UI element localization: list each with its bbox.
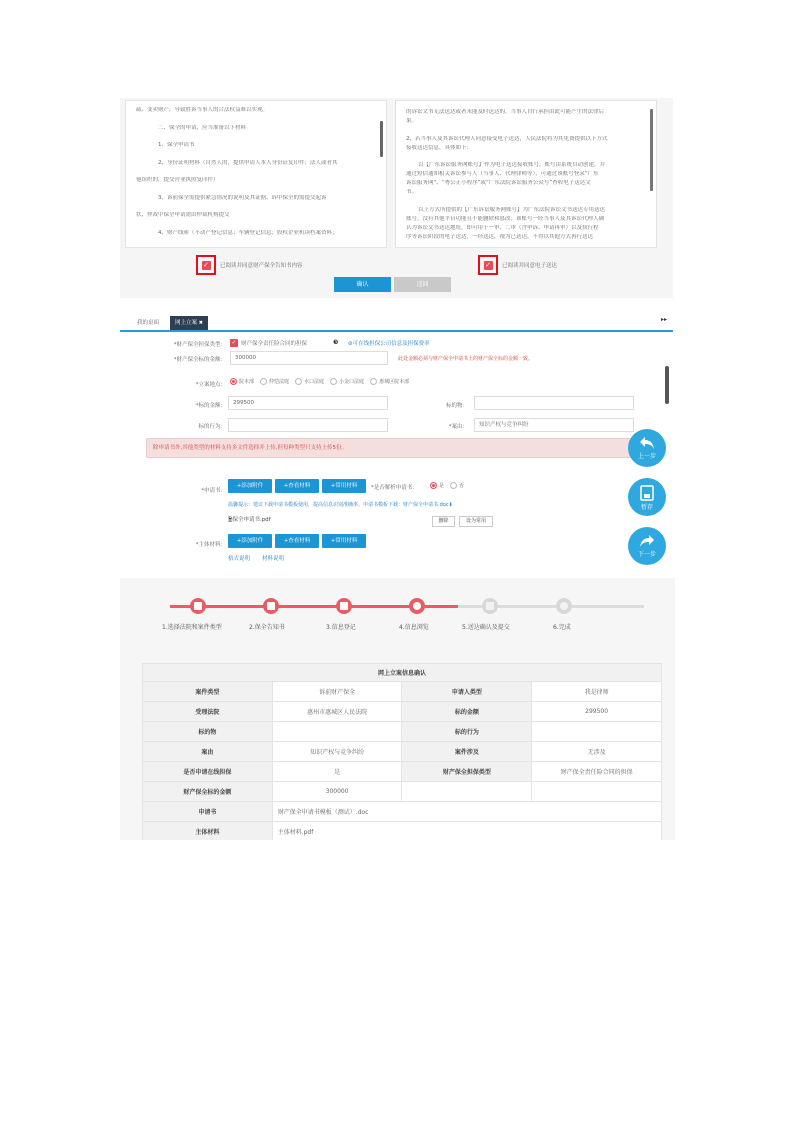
table-key: 是否申请在线担保 xyxy=(143,762,273,782)
delivery-line: 2、若当事人及其诉讼代理人同意接受电子送达，人民法院将为其免费提供以下方式 xyxy=(406,135,608,142)
notice-agreement-panel xyxy=(120,98,673,298)
subject-common-material-button[interactable]: +常用材料 xyxy=(322,534,366,548)
delivery-line: 通过短信通知相关诉讼参与人（当事人、代理律师等），可通过该账号登录“广东 xyxy=(406,171,599,177)
location-option-label: 惠城区院本部 xyxy=(379,379,410,385)
tab-online-filing-label: 网上立案 xyxy=(175,320,198,326)
location-option[interactable] xyxy=(330,378,364,385)
step-5-label: 5.送达确认及提交 xyxy=(462,624,510,631)
agree-delivery-label: 已阅读并同意电子送达 xyxy=(502,263,558,269)
notice-line: 1、保全申请书 xyxy=(158,142,195,148)
table-value: 诉前财产保全 xyxy=(272,682,402,702)
tab-bar xyxy=(120,314,673,332)
material-description-link[interactable]: 材料说明 xyxy=(262,556,285,562)
parse-application-label: *是否解析申请书： xyxy=(371,485,418,491)
delivery-line: 接收送达信息，具体如下： xyxy=(406,144,473,151)
table-value: 知识产权与竞争纠纷 xyxy=(272,742,402,762)
amount-label: *财产保全标的金额： xyxy=(173,357,226,363)
tab-online-filing[interactable] xyxy=(170,316,208,330)
agree-delivery-checkbox[interactable]: ✓ xyxy=(485,260,491,269)
delivery-scrollbar[interactable] xyxy=(650,109,653,191)
save-draft-label: 暂存 xyxy=(640,504,653,511)
agree-notice-label: 已阅读并同意财产保全告知书内容 xyxy=(220,263,303,269)
parse-no-option[interactable] xyxy=(450,482,464,489)
step-5-node xyxy=(482,598,498,614)
agree-delivery-row xyxy=(478,255,557,275)
parse-no-label: 否 xyxy=(459,483,465,489)
cause-input[interactable]: 知识产权与竞争纠纷 xyxy=(474,418,634,432)
location-option[interactable] xyxy=(370,378,409,385)
confirmation-panel xyxy=(120,578,675,840)
guarantee-info-link-text: 可在线担保公司信息及担保费率 xyxy=(352,341,430,347)
table-key: 财产保全担保类型 xyxy=(402,762,532,782)
agree-notice-checkbox[interactable]: ✓ xyxy=(203,260,209,269)
undo-arrow-icon xyxy=(639,436,655,450)
radio-selected-icon xyxy=(230,378,237,385)
delivery-line: 以【广东诉讼服务网账号】作为电子送达接收账号，账号由系统自动创建，并 xyxy=(418,162,606,168)
e-delivery-textbox[interactable] xyxy=(395,100,657,248)
step-3-label: 3.信息登记 xyxy=(326,624,356,631)
upload-notice-bar: 除申请书外,其他类型的材料支持多文件选择并上传,但每种类型只支持上传5份。 xyxy=(146,438,631,458)
table-value xyxy=(272,722,402,742)
notice-line: 2、身份证明材料（自然人的，提供申请人本人身份证复印件；法人或者其 xyxy=(158,159,338,166)
target-amount-input[interactable]: 299500 xyxy=(228,396,388,410)
common-material-button[interactable]: +常用材料 xyxy=(322,479,366,493)
case-info-table xyxy=(142,663,662,840)
radio-icon xyxy=(330,378,337,385)
notice-scrollbar[interactable] xyxy=(380,121,383,157)
table-key: 标的行为 xyxy=(402,722,532,742)
notice-line: 疏、变卖财产，导致胜诉当事人的合法权益难以实现。 xyxy=(136,107,269,113)
next-step-button[interactable] xyxy=(628,527,666,565)
location-option-label: 院本部 xyxy=(239,379,255,385)
save-disk-icon xyxy=(640,485,654,501)
location-option-label: 小金口法庭 xyxy=(339,379,365,385)
radio-selected-icon xyxy=(430,482,437,489)
tab-my-desktop[interactable]: 我的桌面 xyxy=(137,320,160,326)
table-value xyxy=(402,782,532,802)
guarantee-type-value: 财产保全责任险合同的担保 xyxy=(241,341,308,347)
step-3-node xyxy=(336,598,352,614)
help-icon[interactable]: ❸ xyxy=(333,339,339,346)
notice-line: 4、财产线索（不动产登记信息；车辆登记信息；股权企业机读档案资料； xyxy=(158,229,338,236)
step-5-icon xyxy=(486,602,494,610)
table-key: 申请人类型 xyxy=(402,682,532,702)
application-label: *申请书： xyxy=(201,488,226,494)
delivery-line: 序等诉讼阶段的电子送达，一经送达，视为已送达，不得以其他方式再行送达 xyxy=(406,233,594,240)
preservation-notice-textbox[interactable] xyxy=(125,100,387,248)
subject-view-material-button[interactable]: +查看材料 xyxy=(275,534,319,548)
step-1-icon xyxy=(194,602,202,610)
table-title: 网上立案信息确认 xyxy=(143,664,662,682)
table-file-row xyxy=(143,802,662,822)
table-value: 无涉及 xyxy=(532,742,662,762)
table-value xyxy=(532,722,662,742)
tab-close-icon[interactable]: ✖ xyxy=(198,320,203,326)
step-1-label: 1.选择法院和案件类型 xyxy=(162,624,222,631)
target-act-label: 标的行为： xyxy=(198,424,226,430)
radio-icon xyxy=(295,378,302,385)
target-object-label: 标的物： xyxy=(445,403,468,409)
agree-notice-row xyxy=(196,255,303,275)
delivery-line: 账号，没有其他平台功能且不能删除和篡改；该账号一经当事人及其诉讼代理人确 xyxy=(406,215,605,222)
radio-icon xyxy=(370,378,377,385)
delivery-line: 认为诉讼文书送达地址，即可用于一审、二审（含申诉、申请再审）以及执行程 xyxy=(406,224,599,231)
table-key: 申请书 xyxy=(143,802,273,822)
radio-icon xyxy=(260,378,267,385)
table-value: 是 xyxy=(272,762,402,782)
save-draft-button[interactable] xyxy=(628,478,666,516)
download-icon[interactable]: ⬇ xyxy=(448,502,453,508)
step-6-icon xyxy=(560,602,568,610)
location-option-label: 水口法庭 xyxy=(304,379,325,385)
location-radio-group xyxy=(230,378,415,385)
table-row xyxy=(143,782,662,802)
set-common-button[interactable]: 设为常用 xyxy=(459,516,493,527)
table-value: 惠州市惠城区人民法院 xyxy=(272,702,402,722)
location-label: *立案地点： xyxy=(195,382,226,388)
uploaded-file xyxy=(228,515,271,525)
parse-radio-group xyxy=(430,482,470,489)
delivery-line: 诉讼服务网”、“粤公正小程序”或“广东法院诉讼服务公众号”查收电子送达文 xyxy=(406,180,591,186)
table-value: 财产保全责任险合同的担保 xyxy=(532,762,662,782)
add-attachment-button[interactable]: +添加附件 xyxy=(228,479,272,493)
delivery-line: 的诉讼文书无法送达或者未能及时送达的，当事人自行承担由此可能产生的法律后 xyxy=(406,109,605,115)
table-key: 案由 xyxy=(143,742,273,762)
redo-arrow-icon xyxy=(639,534,655,548)
step-2-icon xyxy=(267,602,275,610)
guarantee-type-checkbox[interactable]: ✓ xyxy=(231,339,237,346)
parse-yes-option[interactable] xyxy=(430,482,444,489)
table-key: 标的金额 xyxy=(402,702,532,722)
view-material-button[interactable]: +查看材料 xyxy=(275,479,319,493)
step-1-node xyxy=(190,598,206,614)
table-key: 财产保全标的金额 xyxy=(143,782,273,802)
file-icon: 🗎 xyxy=(228,517,233,523)
notice-line: 状、仲裁中保全申请需由仲裁机构提交 xyxy=(136,212,230,218)
step-2-node xyxy=(263,598,279,614)
table-value: 我是律师 xyxy=(532,682,662,702)
radio-icon xyxy=(450,482,457,489)
step-4-icon xyxy=(413,602,421,610)
location-option[interactable] xyxy=(230,378,254,385)
table-file-row xyxy=(143,822,662,841)
amount-warning: 此处金额必须与财产保全申请书上的财产保全标的金额一致。 xyxy=(398,356,534,362)
step-3-icon xyxy=(340,602,348,610)
subject-material-label: *主体材料： xyxy=(195,542,226,548)
subject-add-attachment-button[interactable]: +添加附件 xyxy=(228,534,272,548)
notice-line: 他组织的，提交营业执照复印件） xyxy=(136,177,219,183)
template-tip-text: 温馨提示：建议下载申请书模板使用，提高信息识别准确率。申请书模板下载：财产保全申请书.doc xyxy=(228,502,449,508)
guarantee-type-label: *财产保全担保类型： xyxy=(173,342,226,348)
table-row xyxy=(143,762,662,782)
table-row xyxy=(143,702,662,722)
location-option[interactable] xyxy=(260,378,289,385)
case-registration-form-panel xyxy=(120,314,673,566)
confirm-button[interactable]: 确认 xyxy=(334,277,391,292)
table-row xyxy=(143,722,662,742)
step-2-label: 2.保全告知书 xyxy=(249,624,285,631)
cause-label: *案由： xyxy=(448,424,468,430)
step-4-label: 4.信息浏览 xyxy=(399,624,429,631)
application-file-link[interactable]: 财产保全申请书模板（测试）.doc xyxy=(272,802,661,822)
delete-file-button[interactable]: 删除 xyxy=(432,516,455,527)
delivery-line: 书。 xyxy=(406,189,418,195)
table-value xyxy=(532,782,662,802)
target-object-input[interactable] xyxy=(474,396,634,410)
target-act-input[interactable] xyxy=(228,418,388,432)
step-6-label: 6.完成 xyxy=(553,624,571,631)
location-option[interactable] xyxy=(295,378,324,385)
step-4-node xyxy=(409,598,425,614)
delivery-line: 以上方式所提供的【广东诉讼服务网账号】为广东法院诉讼文书送达专用送达 xyxy=(418,206,606,213)
template-download-tip[interactable] xyxy=(228,501,453,508)
table-key: 标的物 xyxy=(143,722,273,742)
table-value: 300000 xyxy=(272,782,402,802)
previous-step-button[interactable] xyxy=(628,429,666,467)
table-key: 受理法院 xyxy=(143,702,273,722)
table-title-row xyxy=(143,664,662,682)
table-row xyxy=(143,742,662,762)
highlight-frame xyxy=(478,255,498,275)
highlight-frame xyxy=(196,255,216,275)
notice-line: 3、诉前保全需提供紧急情况的说明及其证据、诉中保全的需提交起诉 xyxy=(158,194,327,201)
subject-file-link[interactable]: 主体材料.pdf xyxy=(272,822,661,841)
target-amount-label: *标的金额： xyxy=(195,403,226,409)
uploaded-file-name: 保全申请书.pdf xyxy=(232,517,271,523)
return-button[interactable]: 返回 xyxy=(394,277,451,292)
notice-line: 二、保全的申请，应当准备以下材料 xyxy=(158,124,247,131)
guarantee-info-link[interactable]: ⊘可在线担保公司信息及担保费率 xyxy=(348,341,430,347)
table-key: 案件涉及 xyxy=(402,742,532,762)
location-option-label: 仲恺法庭 xyxy=(269,379,290,385)
form-scrollbar[interactable] xyxy=(665,366,669,404)
previous-step-label: 上一步 xyxy=(637,453,656,460)
guarantee-type-option[interactable] xyxy=(230,339,307,347)
step-6-node xyxy=(556,598,572,614)
next-step-label: 下一步 xyxy=(637,551,656,558)
amount-input[interactable]: 300000 xyxy=(230,351,388,365)
tab-scroll-right-icon[interactable]: ▸▸ xyxy=(660,316,667,323)
table-value: 299500 xyxy=(532,702,662,722)
table-key: 案件类型 xyxy=(143,682,273,702)
delivery-line: 果。 xyxy=(406,118,418,124)
table-row xyxy=(143,682,662,702)
table-key: 主体材料 xyxy=(143,822,273,841)
format-description-link[interactable]: 格式说明 xyxy=(228,556,251,562)
parse-yes-label: 是 xyxy=(439,483,445,489)
